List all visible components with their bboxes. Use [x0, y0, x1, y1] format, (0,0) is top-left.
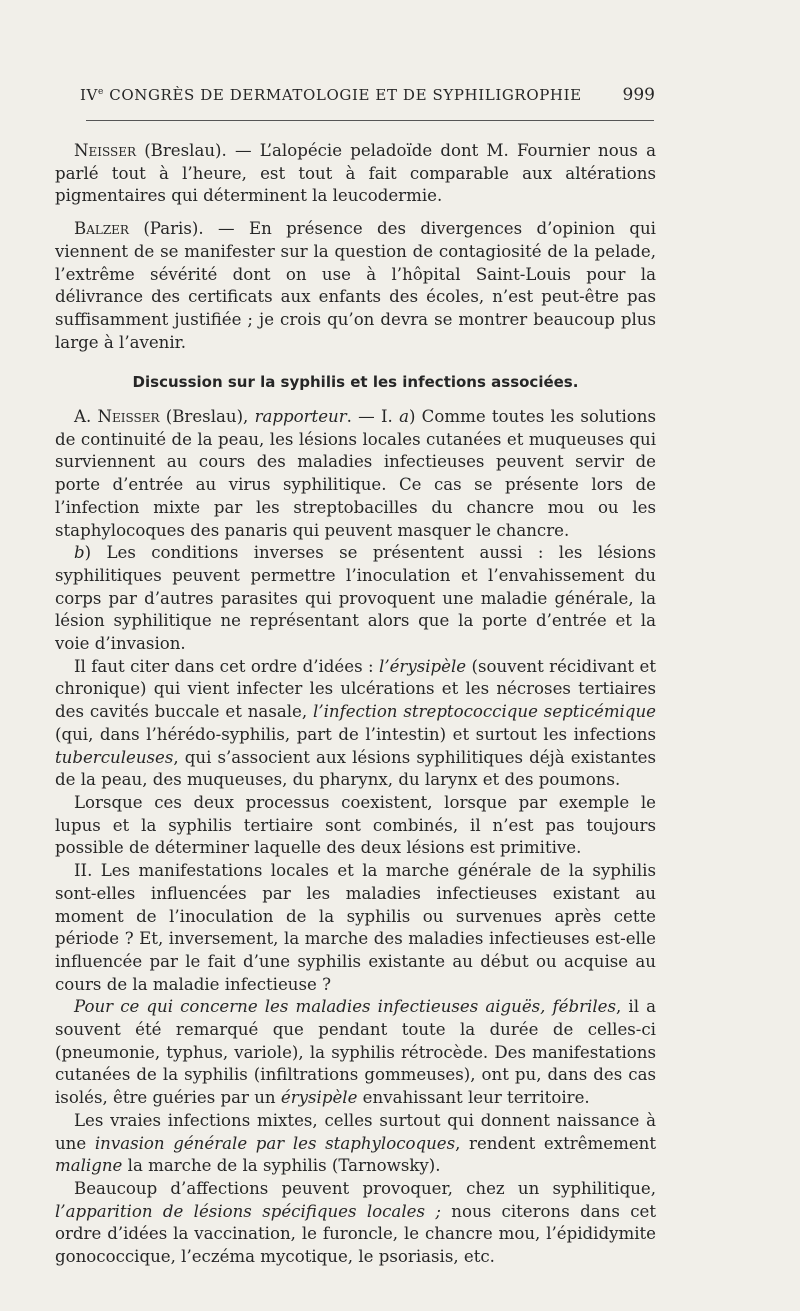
- paragraph-neisser: [55, 140, 656, 208]
- speaker-name: Balzer: [74, 219, 129, 239]
- text-run: , rendent extrêmement: [455, 1133, 656, 1153]
- text-run: la marche de la syphilis (Tarnowsky).: [122, 1156, 441, 1176]
- running-header: [80, 86, 655, 104]
- italic-run: l’érysipèle: [379, 656, 467, 676]
- text-run: ) Les conditions inverses se présentent aussi : les lésions syphilitiques peuvent permettre l’inoculation et l’envahissement du corps par d’autres parasites qui provoquent une maladie générale, la lésion syphilitique ne représentant alors que la porte d’entrée et la voie d’invasion.: [55, 543, 656, 654]
- paragraph-mixed: [55, 1110, 656, 1178]
- italic-run: l’infection streptococcique septicémique: [313, 702, 656, 722]
- text-run: , qui s’associent aux lésions syphilitiques déjà existantes de la peau, des muqueuses, du pharynx, du larynx et des poumons.: [55, 747, 656, 790]
- italic-run: Pour ce qui concerne les maladies infectieuses aiguës, fébriles: [74, 997, 617, 1017]
- paragraph-text: (Paris). — En présence des divergences d’opinion qui viennent de se manifester sur la question de contagiosité de la pelade, l’extrême sévérité dont on use à l’hôpital Saint-Louis pour la délivrance des certificats aux enfants des écoles, n’est peut-être pas suffisamment justifiée ; je crois qu’on devra se montrer beaucoup plus large à l’avenir.: [55, 219, 656, 352]
- italic-run: maligne: [55, 1156, 123, 1176]
- paragraph-coexist: Lorsque ces deux processus coexistent, lorsque par exemple le lupus et la syphilis tertiaire sont combinés, il n’est pas toujours possible de déterminer laquelle des deux lésions est primitive.: [55, 792, 656, 858]
- text-run: (Breslau),: [159, 407, 255, 427]
- paragraph-affections: [55, 1178, 656, 1269]
- italic-run: a: [399, 407, 409, 427]
- header-sup: e: [97, 87, 104, 97]
- header-title: CONGRÈS DE DERMATOLOGIE ET DE SYPHILIGROPHIE: [103, 86, 582, 104]
- italic-run: érysipèle: [280, 1088, 358, 1108]
- page-body: [55, 140, 656, 1269]
- paragraph-text: (Breslau). — L’alopécie peladoïde dont M. Fournier nous a parlé tout à l’heure, est tout à fait comparable aux altérations pigmentaires qui déterminent la leucodermie.: [55, 141, 656, 206]
- text-run: Il faut citer dans cet ordre d’idées :: [74, 656, 380, 676]
- paragraph-ii: II. Les manifestations locales et la marche générale de la syphilis sont-elles influencées par les maladies infectieuses existant au moment de l’inoculation de la syphilis ou survenues après cette période ? Et, inversement, la marche des maladies infectieuses est-elle influencée par le fait d’une syphilis existante au début ou acquise au cours de la maladie infectieuse ?: [55, 861, 656, 994]
- text-run: (qui, dans l’hérédo-syphilis, part de l’intestin) et surtout les infections: [55, 724, 656, 744]
- speaker-name: Neisser: [74, 141, 137, 160]
- header-roman: IV: [80, 86, 98, 104]
- paragraph-acute: [55, 996, 656, 1110]
- text-run: nous citerons dans cet ordre d’idées la vaccination, le furoncle, le chancre mou, l’épididymite gonococcique, l’eczéma mycotique, le psoriasis, etc.: [55, 1201, 656, 1267]
- text-run: A.: [74, 407, 98, 427]
- italic-run: b: [74, 543, 85, 563]
- text-run: Beaucoup d’affections peuvent provoquer, chez un syphilitique,: [74, 1178, 656, 1198]
- header-rule: [86, 120, 654, 121]
- italic-run: tuberculeuses: [55, 747, 174, 767]
- italic-run: l’apparition de lésions spécifiques locales ;: [55, 1201, 441, 1221]
- paragraph-b: [55, 542, 656, 656]
- italic-run: rapporteur: [254, 407, 347, 427]
- section-heading: Discussion sur la syphilis et les infections associées.: [132, 373, 579, 392]
- paragraph-balzer: [55, 218, 656, 354]
- text-run: . — I.: [346, 407, 400, 427]
- italic-run: invasion générale par les staphylocoques: [94, 1133, 456, 1153]
- text-run: ) Comme toutes les solutions de continuité de la peau, les lésions locales cutanées et muqueuses qui surviennent au cours des maladies infectieuses peuvent servir de porte d’entrée au virus syphilitique. Ce cas se présente lors de l’infection mixte par les streptobacilles du chancre mou ou les staphylocoques des panaris qui peuvent masquer le chancre.: [55, 407, 656, 540]
- text-run: envahissant leur territoire.: [357, 1088, 590, 1108]
- page-number: 999: [622, 85, 655, 105]
- paragraph-erysipele: [55, 656, 656, 792]
- paragraph-rapport-intro: [55, 406, 656, 542]
- speaker-name: Neisser: [97, 407, 160, 427]
- text-run: (souvent récidivant et chronique) qui vient infecter les ulcérations et les nécroses tertiaires des cavités buccale et nasale,: [55, 656, 656, 722]
- text-run: Les vraies infections mixtes, celles surtout qui donnent naissance à une: [55, 1110, 656, 1153]
- text-run: , il a souvent été remarqué que pendant toute la durée de celles-ci (pneumonie, typhus, variole), la syphilis rétrocède. Des manifestations cutanées de la syphilis (infiltrations gommeuses), ont pu, dans des cas isolés, être guéries par un: [55, 997, 656, 1108]
